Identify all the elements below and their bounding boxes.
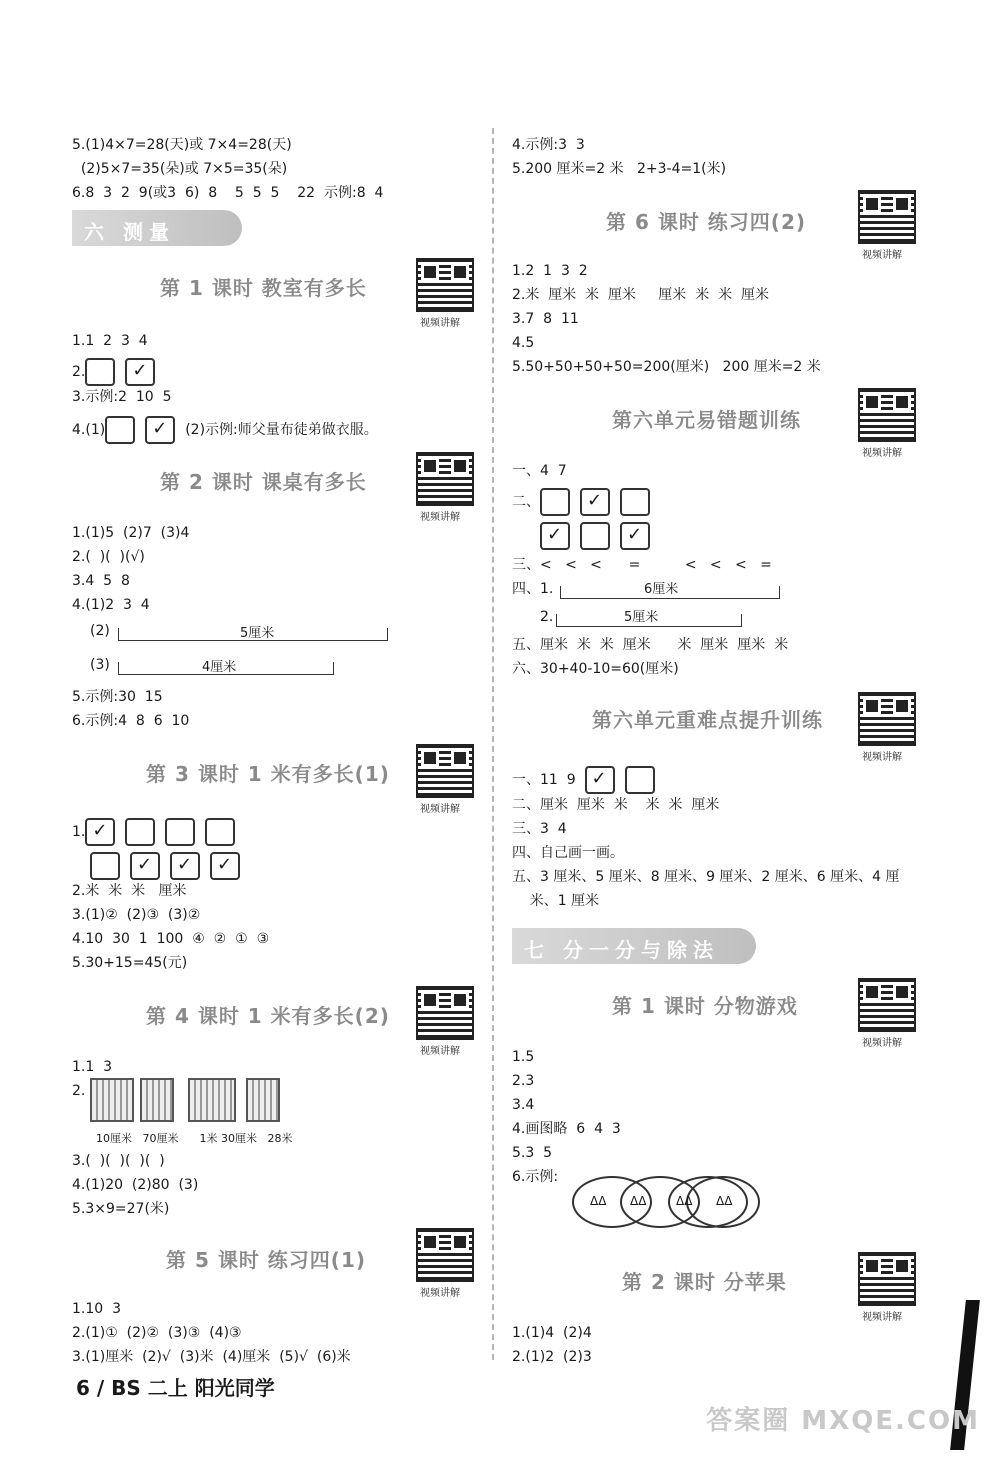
furniture-label-row: 10厘米 70厘米 1米 30厘米 28米 xyxy=(96,1132,293,1145)
triangle-group: ΔΔ xyxy=(630,1194,647,1208)
checkbox-checked xyxy=(540,522,570,550)
qr-label: 视频讲解 xyxy=(862,1312,902,1323)
answer-line: 6.示例: xyxy=(512,1169,559,1185)
answer-line: 2.3 xyxy=(512,1073,535,1089)
answer-line: 米、1 厘米 xyxy=(512,893,600,909)
answer-line: 一、4 7 xyxy=(512,463,567,479)
qr-label: 视频讲解 xyxy=(420,1288,460,1299)
answer-line: 2.米 米 米 厘米 xyxy=(72,883,187,899)
answer-line: 4.(1) ✓ (2)示例:师父量布徒弟做衣服。 xyxy=(72,416,378,444)
qr-code-icon[interactable] xyxy=(416,1228,474,1282)
answer-line: 3.(1)② (2)③ (3)② xyxy=(72,907,201,923)
answer-line: 3.4 xyxy=(512,1097,535,1113)
lesson-title: 第 2 课时 分苹果 xyxy=(622,1270,787,1294)
answer-line: 2. ✓ xyxy=(72,358,165,386)
section-title: 第六单元易错题训练 xyxy=(612,408,801,432)
unit-banner: 六 测量 xyxy=(72,210,242,246)
segment-label: 5厘米 xyxy=(624,610,659,625)
section-title: 第六单元重难点提升训练 xyxy=(592,708,823,732)
answer-line: 5.(1)4×7=28(天)或 7×4=28(天) xyxy=(72,137,292,153)
unit-banner: 七 分一分与除法 xyxy=(512,928,756,964)
qr-label: 视频讲解 xyxy=(862,752,902,763)
lesson-title: 第 1 课时 教室有多长 xyxy=(160,276,367,300)
answer-line: 1.(1)4 (2)4 xyxy=(512,1325,592,1341)
answer-line: 6.示例:4 8 6 10 xyxy=(72,713,190,729)
answer-line: 5.50+50+50+50=200(厘米) 200 厘米=2 米 xyxy=(512,359,821,375)
answer-line: 4.10 30 1 100 ④ ② ① ③ xyxy=(72,931,270,947)
cabinet-picture xyxy=(188,1078,236,1122)
answer-line: 4.示例:3 3 xyxy=(512,137,585,153)
checkbox-empty xyxy=(620,488,650,516)
bench-picture xyxy=(140,1078,174,1122)
checkbox-empty xyxy=(105,416,135,444)
answer-line: 1.(1)5 (2)7 (3)4 xyxy=(72,525,190,541)
answer-line: 3.4 5 8 xyxy=(72,573,130,589)
answer-line: 四、1. xyxy=(512,581,554,597)
answer-line: 一、11 9 ✓ xyxy=(512,766,665,794)
answer-line: 1. ✓ xyxy=(72,818,245,846)
checkbox-checked xyxy=(145,416,175,444)
qr-label: 视频讲解 xyxy=(420,318,460,329)
answer-line: 3.7 8 11 xyxy=(512,311,579,327)
triangle-group: ΔΔ xyxy=(590,1194,607,1208)
qr-code-icon[interactable] xyxy=(416,744,474,798)
answer-line: 2. xyxy=(72,1083,86,1099)
answer-line: 1.1 2 3 4 xyxy=(72,333,148,349)
checkbox-row xyxy=(540,522,660,550)
checkbox-checked xyxy=(85,818,115,846)
answer-line: 2.米 厘米 米 厘米 厘米 米 米 厘米 xyxy=(512,287,770,303)
answer-line: 2. xyxy=(540,609,554,625)
checkbox-empty xyxy=(205,818,235,846)
column-divider xyxy=(492,128,494,1360)
lesson-title: 第 2 课时 课桌有多长 xyxy=(160,470,367,494)
checkbox-empty xyxy=(125,818,155,846)
qr-code-icon[interactable] xyxy=(858,978,916,1032)
answer-line: 1.1 3 xyxy=(72,1059,113,1075)
answer-line: 5.3×9=27(米) xyxy=(72,1201,170,1217)
chair-picture xyxy=(246,1078,280,1122)
segment-label: 4厘米 xyxy=(202,660,237,675)
qr-code-icon[interactable] xyxy=(858,692,916,746)
answer-line: 2.(1)2 (2)3 xyxy=(512,1349,592,1365)
checkbox-empty xyxy=(625,766,655,794)
checkbox-checked xyxy=(585,766,615,794)
qr-code-icon[interactable] xyxy=(416,452,474,506)
watermark: 答案圈 MXQE.COM xyxy=(706,1406,980,1436)
lesson-title: 第 4 课时 1 米有多长(2) xyxy=(146,1004,390,1028)
answer-line: 4.(1)20 (2)80 (3) xyxy=(72,1177,199,1193)
checkbox-empty xyxy=(165,818,195,846)
answer-line: 3.(1)厘米 (2)√ (3)米 (4)厘米 (5)√ (6)米 xyxy=(72,1349,351,1365)
table-picture xyxy=(90,1078,134,1122)
answer-line: 5.30+15=45(元) xyxy=(72,955,188,971)
qr-label: 视频讲解 xyxy=(420,804,460,815)
checkbox-empty xyxy=(90,852,120,880)
lesson-title: 第 5 课时 练习四(1) xyxy=(166,1248,367,1272)
answer-line: 3.示例:2 10 5 xyxy=(72,389,172,405)
answer-line: 5.3 5 xyxy=(512,1145,553,1161)
qr-label: 视频讲解 xyxy=(862,250,902,261)
page-footer: 6 / BS 二上 阳光同学 xyxy=(76,1376,275,1400)
answer-line: 4.(1)2 3 4 xyxy=(72,597,150,613)
answer-line: 2.(1)① (2)② (3)③ (4)③ xyxy=(72,1325,242,1341)
checkbox-empty xyxy=(580,522,610,550)
lesson-title: 第 3 课时 1 米有多长(1) xyxy=(146,762,390,786)
qr-label: 视频讲解 xyxy=(862,448,902,459)
answer-line: 3.( )( )( )( ) xyxy=(72,1153,165,1169)
answer-line: (2)5×7=35(朵)或 7×5=35(朵) xyxy=(72,161,288,177)
lesson-title: 第 6 课时 练习四(2) xyxy=(606,210,807,234)
answer-line: 1.2 1 3 2 xyxy=(512,263,588,279)
triangle-group: ΔΔ xyxy=(716,1194,733,1208)
qr-code-icon[interactable] xyxy=(858,388,916,442)
checkbox-checked xyxy=(580,488,610,516)
checkbox-checked xyxy=(170,852,200,880)
segment-label: 5厘米 xyxy=(240,626,275,641)
answer-line: 4.画图略 6 4 3 xyxy=(512,1121,621,1137)
answer-line: 五、厘米 米 米 厘米 米 厘米 厘米 米 xyxy=(512,637,789,653)
answer-line: 1.5 xyxy=(512,1049,535,1065)
qr-code-icon[interactable] xyxy=(858,1252,916,1306)
answer-line: 6.8 3 2 9(或3 6) 8 5 5 5 22 示例:8 4 xyxy=(72,185,384,201)
answer-line: 六、30+40-10=60(厘米) xyxy=(512,661,679,677)
qr-label: 视频讲解 xyxy=(420,1046,460,1057)
checkbox-checked xyxy=(620,522,650,550)
segment-label: 6厘米 xyxy=(644,582,679,597)
qr-code-icon[interactable] xyxy=(858,190,916,244)
answer-line: 4.5 xyxy=(512,335,535,351)
lesson-title: 第 1 课时 分物游戏 xyxy=(612,994,798,1018)
answer-line: 二、 ✓ xyxy=(512,488,660,516)
checkbox-checked xyxy=(130,852,160,880)
answer-line: 五、3 厘米、5 厘米、8 厘米、9 厘米、2 厘米、6 厘米、4 厘 xyxy=(512,869,900,885)
answer-line: 2.( )( )(√) xyxy=(72,549,145,565)
checkbox-row xyxy=(90,852,250,880)
qr-label: 视频讲解 xyxy=(862,1038,902,1049)
answer-line: (3) xyxy=(90,657,110,673)
qr-code-icon[interactable] xyxy=(416,986,474,1040)
checkbox-empty xyxy=(85,358,115,386)
answer-line: 5.200 厘米=2 米 2+3-4=1(米) xyxy=(512,161,727,177)
answer-line: 四、自己画一画。 xyxy=(512,845,624,861)
qr-label: 视频讲解 xyxy=(420,512,460,523)
answer-line: 1.10 3 xyxy=(72,1301,121,1317)
checkbox-checked xyxy=(210,852,240,880)
answer-line: 三、3 4 xyxy=(512,821,567,837)
answer-line: 5.示例:30 15 xyxy=(72,689,163,705)
qr-code-icon[interactable] xyxy=(416,258,474,312)
answer-line: 三、< < < = < < < = xyxy=(512,557,772,573)
checkbox-empty xyxy=(540,488,570,516)
answer-line: 二、厘米 厘米 米 米 米 厘米 xyxy=(512,797,720,813)
checkbox-checked xyxy=(125,358,155,386)
triangle-group: ΔΔ xyxy=(676,1194,693,1208)
answer-line: (2) xyxy=(90,623,110,639)
